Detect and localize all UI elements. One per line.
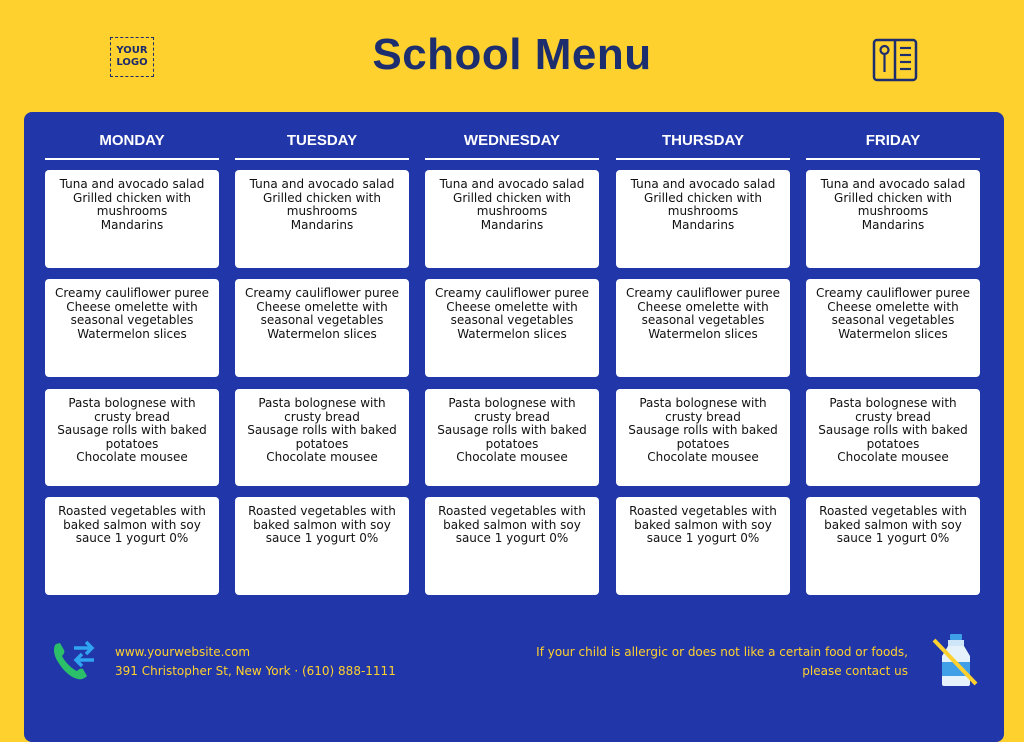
- meal-item: Roasted vegetables with baked salmon with soy sauce 1 yogurt 0%: [438, 504, 586, 546]
- meal-item: Creamy cauliflower puree: [244, 286, 400, 300]
- contact-info: [115, 643, 396, 681]
- day-header: MONDAY: [45, 114, 219, 160]
- logo-text-line2: LOGO: [116, 57, 148, 68]
- meal-card: [806, 389, 980, 486]
- day-column-wednesday: [425, 112, 599, 546]
- day-column-monday: [45, 112, 219, 546]
- meal-item: Mandarins: [671, 217, 735, 232]
- day-column-friday: [806, 112, 980, 546]
- meal-item: Sausage rolls with baked potatoes: [57, 423, 207, 451]
- allergy-note: If your child is allergic or does not like a certain food or foods, please contact us: [536, 645, 908, 678]
- meal-card: [616, 497, 790, 595]
- day-header: TUESDAY: [235, 114, 409, 160]
- meal-item: Cheese omelette with seasonal vegetables: [637, 299, 769, 328]
- meal-item: Mandarins: [100, 217, 164, 232]
- website-link[interactable]: www.yourwebsite.com: [115, 645, 251, 659]
- no-milk-bottle-icon: [930, 632, 980, 688]
- meal-card: [806, 497, 980, 595]
- meal-card: [235, 279, 409, 377]
- meal-item: Tuna and avocado salad: [59, 177, 205, 191]
- meal-item: Watermelon slices: [457, 326, 567, 341]
- meal-card: [235, 497, 409, 595]
- meal-item: Mandarins: [480, 217, 544, 232]
- meal-item: Tuna and avocado salad: [820, 177, 966, 191]
- meal-item: Tuna and avocado salad: [249, 177, 395, 191]
- meal-card: [45, 170, 219, 268]
- meal-card: [45, 279, 219, 377]
- meal-item: Cheese omelette with seasonal vegetables: [827, 299, 959, 328]
- meal-item: Roasted vegetables with baked salmon with soy sauce 1 yogurt 0%: [248, 504, 396, 546]
- meal-item: Creamy cauliflower puree: [625, 286, 781, 300]
- meal-item: Grilled chicken with mushrooms: [834, 190, 952, 219]
- meal-item: Chocolate mousee: [76, 450, 188, 465]
- meal-item: Sausage rolls with baked potatoes: [628, 423, 778, 451]
- meal-card: [45, 497, 219, 595]
- meal-item: Grilled chicken with mushrooms: [263, 190, 381, 219]
- meal-card: [425, 279, 599, 377]
- meal-card: [806, 170, 980, 268]
- meal-item: Chocolate mousee: [647, 450, 759, 465]
- meal-item: Sausage rolls with baked potatoes: [437, 423, 587, 451]
- meal-card: [616, 279, 790, 377]
- meal-item: Creamy cauliflower puree: [815, 286, 971, 300]
- meal-card: [235, 170, 409, 268]
- address-phone: 391 Christopher St, New York · (610) 888-1111: [115, 664, 396, 678]
- meal-card: [425, 389, 599, 486]
- meal-item: Mandarins: [861, 217, 925, 232]
- menu-book-icon: [872, 38, 918, 82]
- meal-card: [616, 170, 790, 268]
- meal-item: Sausage rolls with baked potatoes: [247, 423, 397, 451]
- meal-item: Grilled chicken with mushrooms: [453, 190, 571, 219]
- day-header: WEDNESDAY: [425, 114, 599, 160]
- day-header: FRIDAY: [806, 114, 980, 160]
- meal-card: [425, 497, 599, 595]
- meal-item: Cheese omelette with seasonal vegetables: [256, 299, 388, 328]
- meal-item: Roasted vegetables with baked salmon with soy sauce 1 yogurt 0%: [629, 504, 777, 546]
- meal-item: Roasted vegetables with baked salmon with soy sauce 1 yogurt 0%: [819, 504, 967, 546]
- meal-item: Watermelon slices: [648, 326, 758, 341]
- meal-item: Creamy cauliflower puree: [434, 286, 590, 300]
- meal-item: Watermelon slices: [838, 326, 948, 341]
- meal-card: [425, 170, 599, 268]
- menu-panel: [24, 112, 1004, 742]
- meal-item: Pasta bolognese with crusty bread: [639, 396, 767, 424]
- meal-card: [616, 389, 790, 486]
- meal-item: Sausage rolls with baked potatoes: [818, 423, 968, 451]
- meal-item: Grilled chicken with mushrooms: [73, 190, 191, 219]
- meal-item: Tuna and avocado salad: [630, 177, 776, 191]
- meal-item: Watermelon slices: [267, 326, 377, 341]
- meal-item: Chocolate mousee: [266, 450, 378, 465]
- meal-item: Pasta bolognese with crusty bread: [829, 396, 957, 424]
- day-column-thursday: [616, 112, 790, 546]
- day-column-tuesday: [235, 112, 409, 546]
- meal-card: [806, 279, 980, 377]
- meal-item: Roasted vegetables with baked salmon with soy sauce 1 yogurt 0%: [58, 504, 206, 546]
- phone-transfer-icon: [50, 638, 98, 682]
- meal-item: Mandarins: [290, 217, 354, 232]
- page-title: School Menu: [372, 30, 652, 79]
- meal-item: Tuna and avocado salad: [439, 177, 585, 191]
- meal-item: Grilled chicken with mushrooms: [644, 190, 762, 219]
- meal-item: Chocolate mousee: [456, 450, 568, 465]
- meal-item: Pasta bolognese with crusty bread: [448, 396, 576, 424]
- meal-card: [45, 389, 219, 486]
- meal-item: Creamy cauliflower puree: [54, 286, 210, 300]
- meal-item: Cheese omelette with seasonal vegetables: [66, 299, 198, 328]
- day-header: THURSDAY: [616, 114, 790, 160]
- meal-item: Watermelon slices: [77, 326, 187, 341]
- meal-item: Pasta bolognese with crusty bread: [258, 396, 386, 424]
- meal-item: Pasta bolognese with crusty bread: [68, 396, 196, 424]
- logo-text-line1: YOUR: [116, 45, 148, 56]
- meal-item: Chocolate mousee: [837, 450, 949, 465]
- meal-item: Cheese omelette with seasonal vegetables: [446, 299, 578, 328]
- meal-card: [235, 389, 409, 486]
